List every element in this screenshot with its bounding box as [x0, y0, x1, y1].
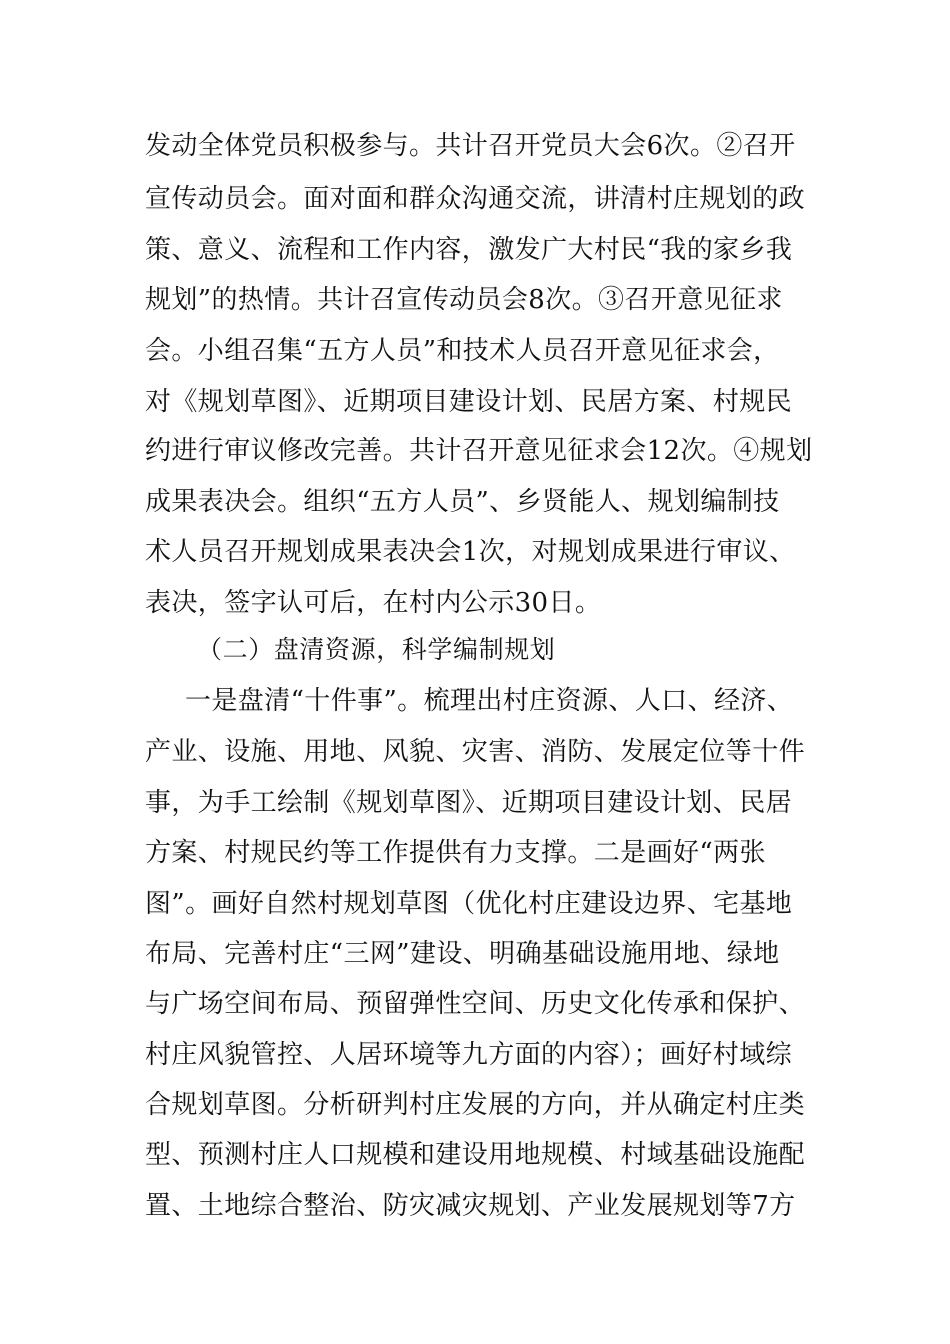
text-line: 置、土地综合整治、防灾减灾规划、产业发展规划等7方: [145, 1191, 796, 1221]
text-line: 表决，签字认可后，在村内公示30日。: [145, 588, 602, 618]
text-line: 合规划草图。分析研判村庄发展的方向，并从确定村庄类: [145, 1090, 806, 1120]
text-line: 会。小组召集“五方人员”和技术人员召开意见征求会，: [145, 336, 780, 366]
paragraph-first-line: 一是盘清“十件事”。梳理出村庄资源、人口、经济、: [185, 686, 794, 716]
text-line: 产业、设施、用地、风貌、灾害、消防、发展定位等十件: [145, 737, 806, 767]
text-line: 事，为手工绘制《规划草图》、近期项目建设计划、民居: [145, 788, 793, 818]
text-line: 图”。画好自然村规划草图（优化村庄建设边界、宅基地: [145, 889, 793, 919]
text-line: 村庄风貌管控、人居环境等九方面的内容）；画好村域综: [145, 1040, 793, 1070]
text-line: 发动全体党员积极参与。共计召开党员大会6次。②召开: [145, 131, 796, 161]
text-line: 方案、村规民约等工作提供有力支撑。二是画好“两张: [145, 838, 766, 868]
text-line: 策、意义、流程和工作内容，激发广大村民“我的家乡我: [145, 235, 793, 265]
text-line: 约进行审议修改完善。共计召开意见征求会12次。④规划: [145, 436, 813, 466]
text-line: 与广场空间布局、预留弹性空间、历史文化传承和保护、: [145, 989, 806, 1019]
text-line: 成果表决会。组织“五方人员”、乡贤能人、规划编制技: [145, 487, 780, 517]
text-line: 规划”的热情。共计召宣传动员会8次。③召开意见征求: [145, 285, 783, 315]
section-heading: （二）盘清资源，科学编制规划: [197, 635, 556, 664]
text-line: 宣传动员会。面对面和群众沟通交流，讲清村庄规划的政: [145, 184, 806, 214]
text-line: 型、预测村庄人口规模和建设用地规模、村域基础设施配: [145, 1140, 806, 1170]
text-line: 术人员召开规划成果表决会1次，对规划成果进行审议、: [145, 537, 796, 567]
text-line: 对《规划草图》、近期项目建设计划、民居方案、村规民: [145, 387, 793, 417]
text-line: 布局、完善村庄“三网”建设、明确基础设施用地、绿地: [145, 939, 780, 969]
